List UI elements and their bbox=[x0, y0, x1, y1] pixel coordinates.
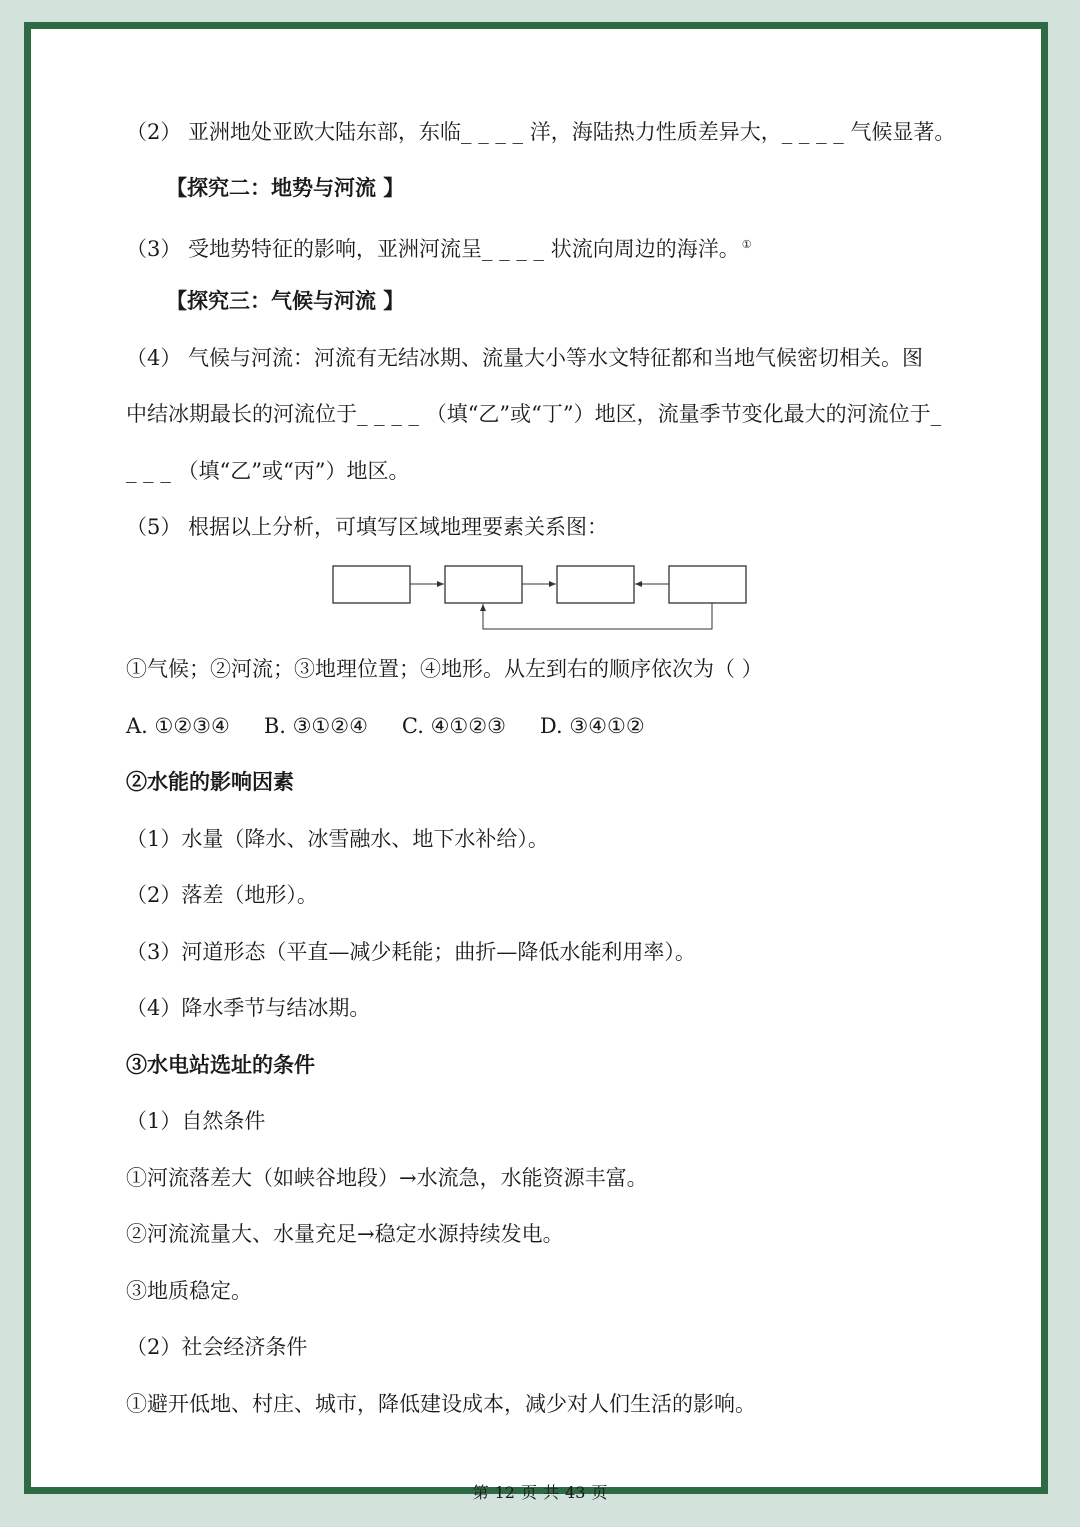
footer-page-number: 12 bbox=[494, 1483, 515, 1502]
option-d: D. ③④①② bbox=[539, 714, 645, 738]
question-5: （5） 根据以上分析，可填写区域地理要素关系图： bbox=[126, 515, 609, 539]
socioeconomic-conditions-heading: （2）社会经济条件 bbox=[126, 1335, 308, 1359]
option-a: A. ①②③④ bbox=[126, 714, 230, 738]
natural-condition-2: ②河流流量大、水量充足→稳定水源持续发电。 bbox=[126, 1222, 564, 1246]
diagram-box-2 bbox=[445, 566, 522, 603]
question-3 bbox=[126, 230, 752, 264]
factor-4: （4）降水季节与结冰期。 bbox=[126, 996, 371, 1020]
question-4-line-3: _ _ _ （填“乙”或“丙”）地区。 bbox=[126, 459, 410, 483]
question-4-line-1: （4） 气候与河流：河流有无结冰期、流量大小等水文特征都和当地气候密切相关。图 bbox=[126, 346, 924, 370]
option-b: B. ③①②④ bbox=[263, 714, 368, 738]
relation-diagram bbox=[330, 563, 750, 635]
diagram-box-1 bbox=[333, 566, 410, 603]
question-3-text: （3） 受地势特征的影响，亚洲河流呈_ _ _ _ 状流向周边的海洋。 bbox=[126, 237, 740, 261]
footer-total-pages: 43 bbox=[565, 1483, 586, 1502]
natural-condition-1: ①河流落差大（如峡谷地段）→水流急，水能资源丰富。 bbox=[126, 1166, 648, 1190]
diagram-box-4 bbox=[669, 566, 746, 603]
footer-ye: 页 bbox=[520, 1483, 537, 1502]
footer-gong: 共 bbox=[543, 1483, 560, 1502]
natural-conditions-heading: （1）自然条件 bbox=[126, 1109, 266, 1133]
option-c: C. ④①②③ bbox=[401, 714, 506, 738]
heading-explore-3: 【探究三：气候与河流 】 bbox=[166, 288, 405, 313]
diagram-box-3 bbox=[557, 566, 634, 603]
footer-di: 第 bbox=[472, 1483, 489, 1502]
page-footer bbox=[0, 1483, 1080, 1503]
choices-prompt: ①气候；②河流；③地理位置；④地形。从左到右的顺序依次为（ ） bbox=[126, 657, 763, 681]
socioeconomic-condition-1: ①避开低地、村庄、城市，降低建设成本，减少对人们生活的影响。 bbox=[126, 1392, 756, 1416]
question-4-line-2: 中结冰期最长的河流位于_ _ _ _ （填“乙”或“丁”）地区，流量季节变化最大的河流位于_ bbox=[126, 402, 942, 426]
section-site-selection-title: ③水电站选址的条件 bbox=[126, 1052, 315, 1077]
section-hydropower-factors-title: ②水能的影响因素 bbox=[126, 769, 294, 794]
question-2: （2） 亚洲地处亚欧大陆东部，东临_ _ _ _ 洋，海陆热力性质差异大，_ _ _ _ 气候显著。 bbox=[126, 120, 956, 144]
footnote-mark: ① bbox=[741, 238, 752, 251]
factor-3: （3）河道形态（平直—减少耗能；曲折—降低水能利用率）。 bbox=[126, 940, 696, 964]
footer-ye-2: 页 bbox=[591, 1483, 608, 1502]
diagram-feedback-arrow bbox=[483, 603, 712, 629]
factor-1: （1）水量（降水、冰雪融水、地下水补给）。 bbox=[126, 827, 549, 851]
factor-2: （2）落差（地形）。 bbox=[126, 883, 318, 907]
answer-options bbox=[126, 711, 679, 741]
natural-condition-3: ③地质稳定。 bbox=[126, 1279, 252, 1303]
heading-explore-2: 【探究二：地势与河流 】 bbox=[166, 175, 405, 200]
